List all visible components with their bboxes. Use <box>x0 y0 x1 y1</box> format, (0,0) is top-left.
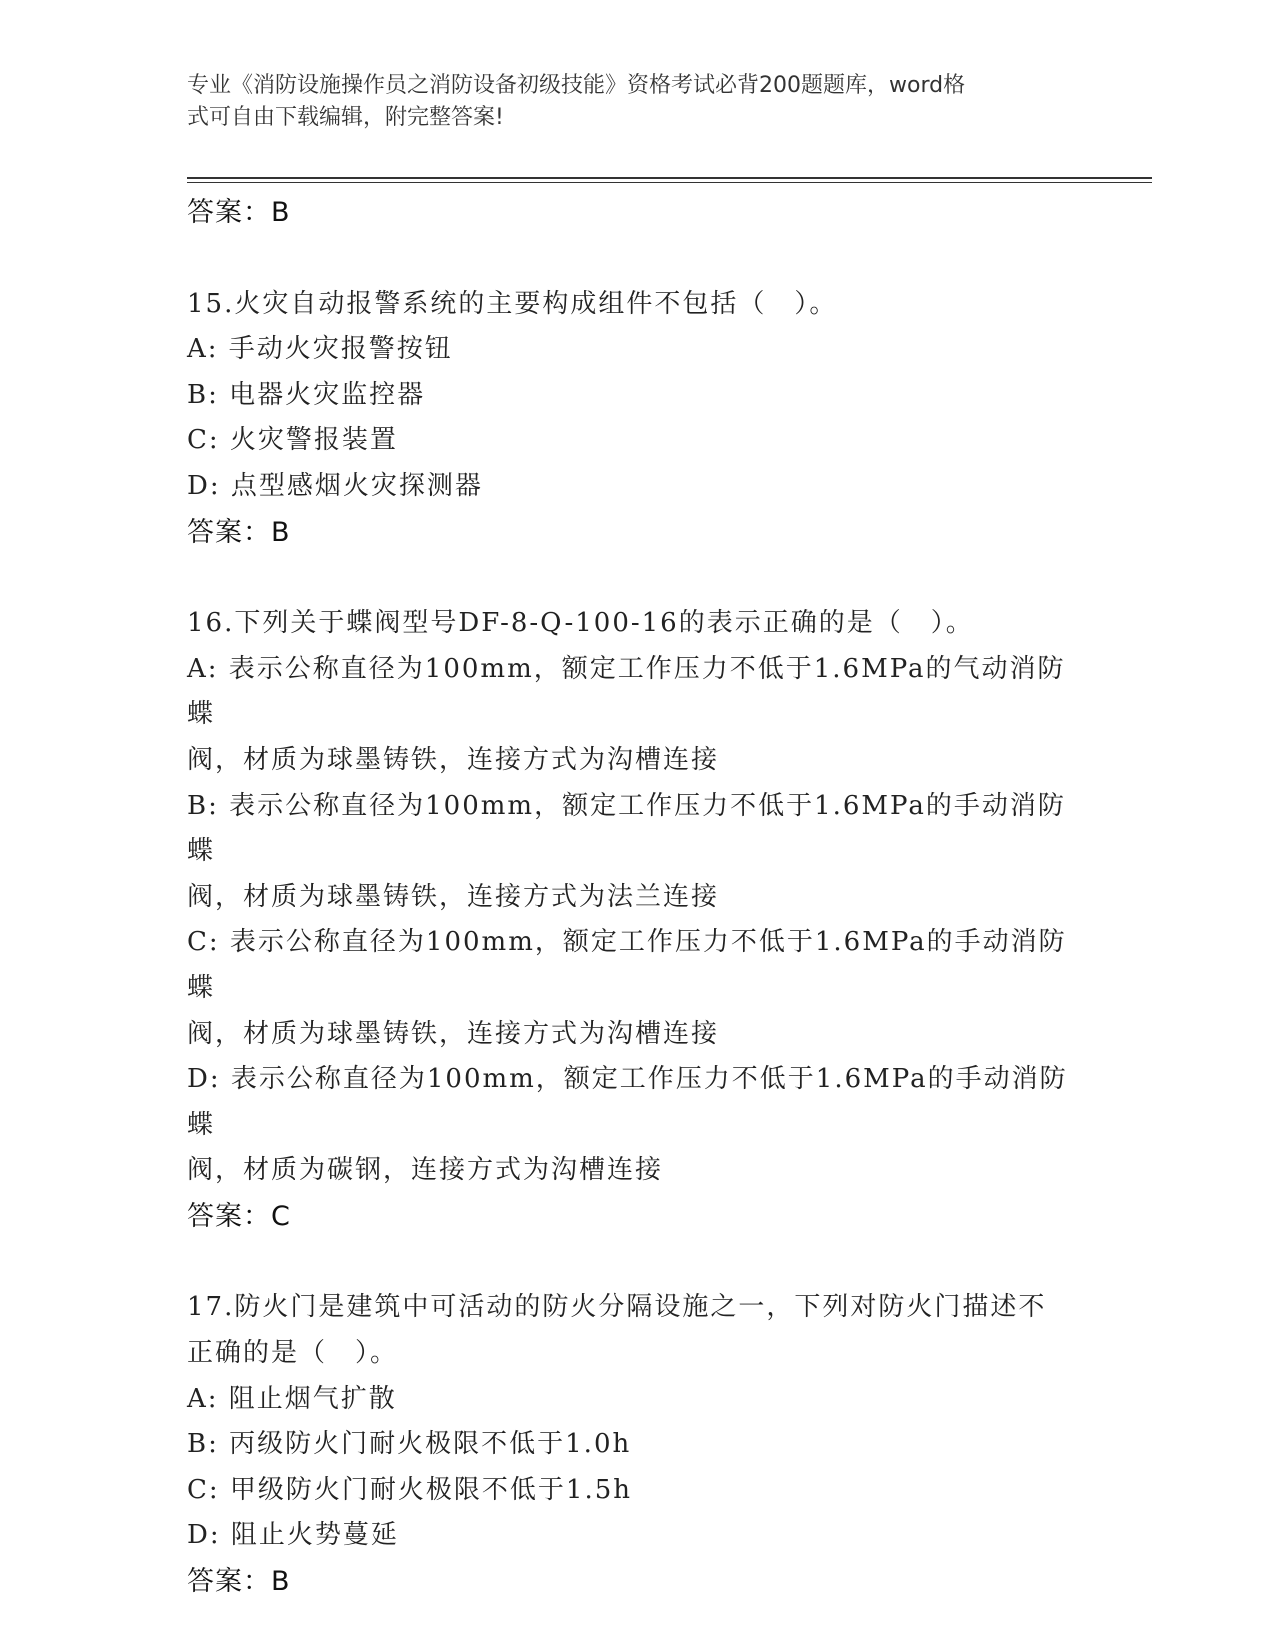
question-block-15 <box>187 282 1092 556</box>
header-divider-thin <box>187 182 1152 183</box>
option-d-continued: 阀，材质为碳钢，连接方式为沟槽连接 <box>187 1155 664 1186</box>
option-d: D: 表示公称直径为100mm，额定工作压力不低于1.6MPa的手动消防蝶 <box>187 1064 1068 1140</box>
question-block-16 <box>187 601 1092 1239</box>
header-line-1: 专业《消防设施操作员之消防设备初级技能》资格考试必背200题题库，word格 <box>187 73 966 98</box>
page-header <box>187 70 1067 134</box>
option-b: B: 丙级防火门耐火极限不低于1.0h <box>187 1429 632 1460</box>
question-text-continued: 正确的是（ ）。 <box>187 1338 399 1369</box>
spacer <box>187 1239 1092 1285</box>
option-a-continued: 阀，材质为球墨铸铁，连接方式为沟槽连接 <box>187 744 720 775</box>
header-line-2: 式可自由下载编辑，附完整答案! <box>187 105 504 130</box>
option-a: A: 阻止烟气扩散 <box>187 1383 397 1414</box>
answer: 答案：B <box>187 1566 291 1598</box>
option-a: A: 表示公称直径为100mm，额定工作压力不低于1.6MPa的气动消防蝶 <box>187 653 1066 730</box>
option-b: B: 表示公称直径为100mm，额定工作压力不低于1.6MPa的手动消防蝶 <box>187 790 1066 867</box>
option-b-continued: 阀，材质为球墨铸铁，连接方式为法兰连接 <box>187 881 720 912</box>
option-c-continued: 阀，材质为球墨铸铁，连接方式为沟槽连接 <box>187 1018 720 1049</box>
option-a: A: 手动火灾报警按钮 <box>187 334 453 365</box>
question-text: 17.防火门是建筑中可活动的防火分隔设施之一，下列对防火门描述不 <box>187 1292 1047 1323</box>
answer: 答案：B <box>187 516 291 548</box>
option-d: D: 点型感烟火灾探测器 <box>187 470 483 501</box>
spacer <box>187 236 1092 282</box>
answer: 答案：C <box>187 1200 291 1232</box>
header-divider-thick <box>187 177 1152 179</box>
question-block-17 <box>187 1285 1092 1604</box>
question-content <box>187 190 1092 1605</box>
question-text: 16.下列关于蝶阀型号DF-8-Q-100-16的表示正确的是（ ）。 <box>187 608 974 639</box>
previous-answer: 答案：B <box>187 197 291 228</box>
option-c: C: 火灾警报装置 <box>187 425 398 456</box>
spacer <box>187 555 1092 601</box>
option-c: C: 甲级防火门耐火极限不低于1.5h <box>187 1474 633 1505</box>
option-c: C: 表示公称直径为100mm，额定工作压力不低于1.6MPa的手动消防蝶 <box>187 927 1067 1003</box>
option-b: B: 电器火灾监控器 <box>187 379 426 410</box>
question-text: 15.火灾自动报警系统的主要构成组件不包括（ ）。 <box>187 288 838 319</box>
option-d: D: 阻止火势蔓延 <box>187 1520 399 1551</box>
